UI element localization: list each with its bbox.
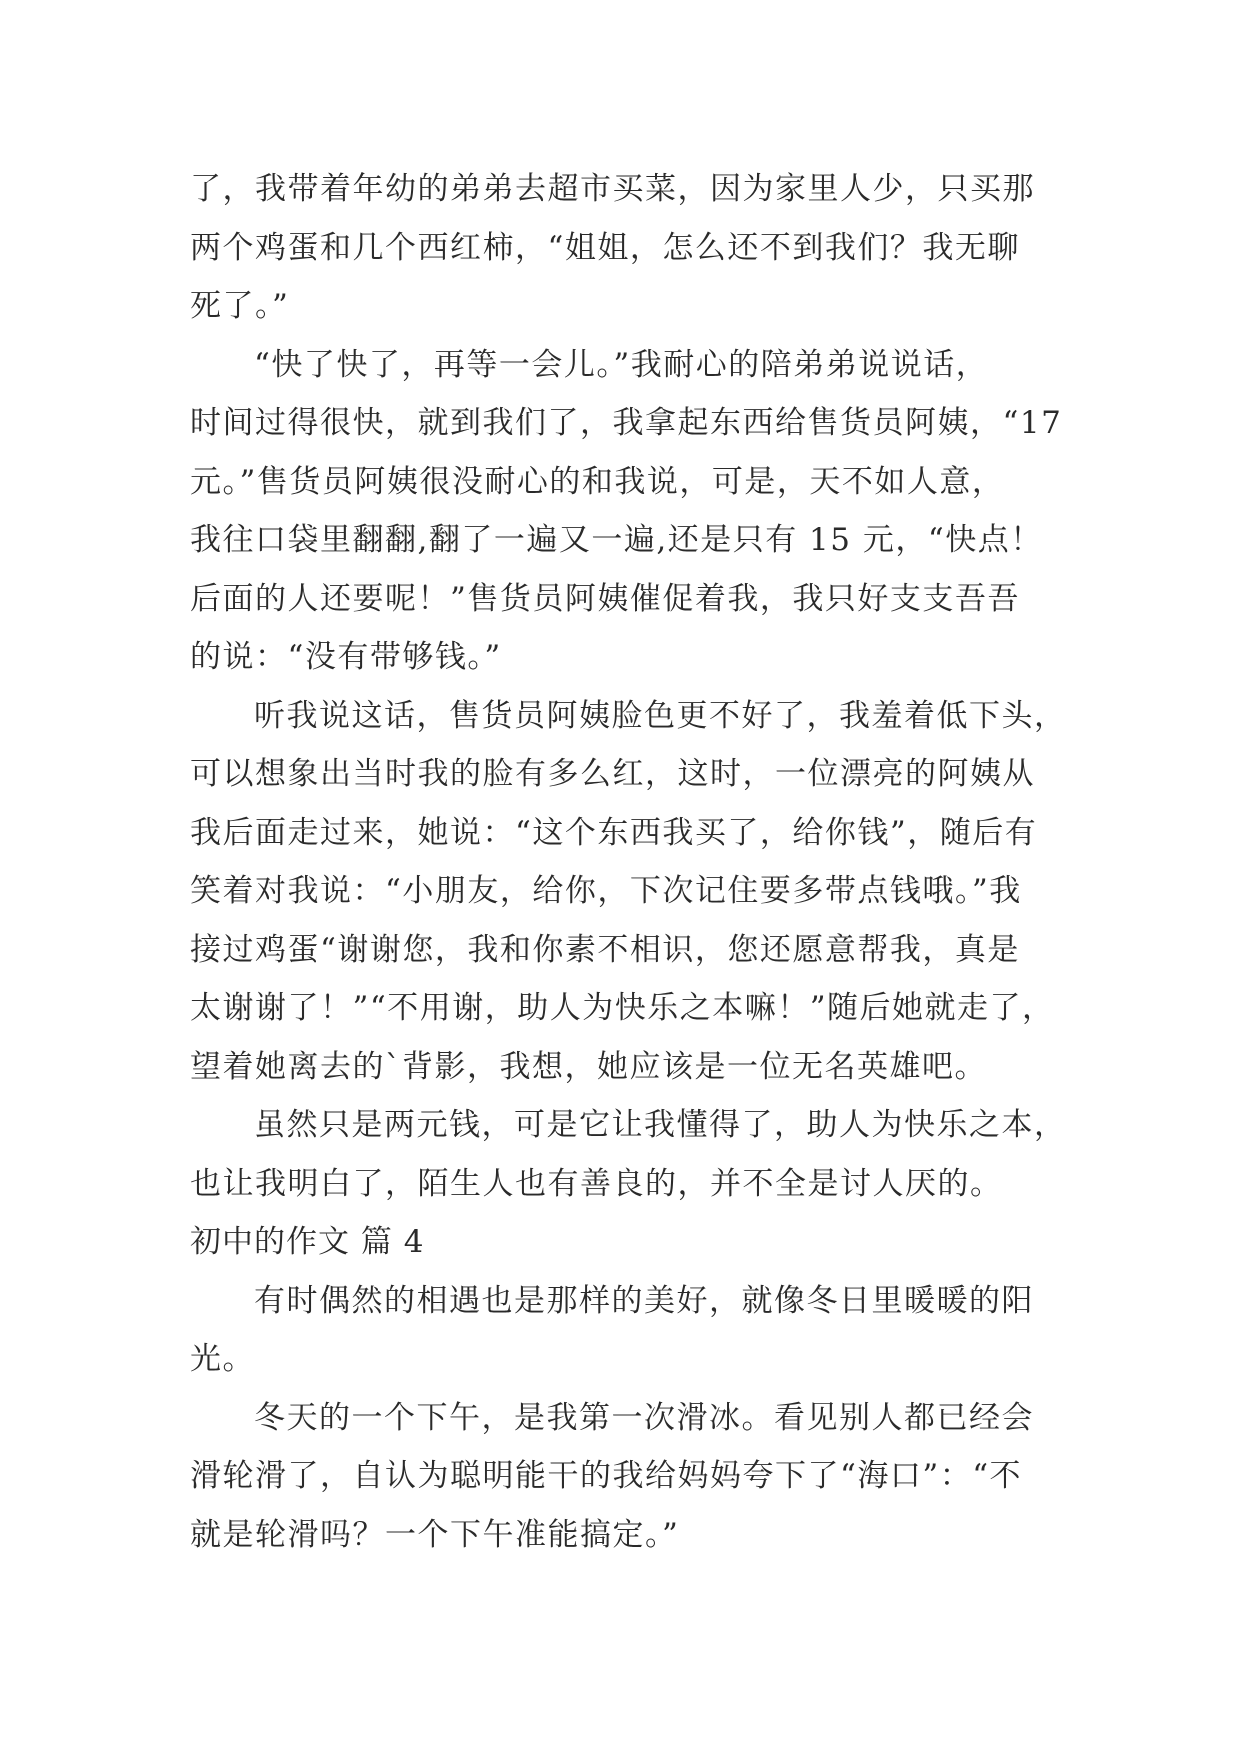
text-line: 滑轮滑了，自认为聪明能干的我给妈妈夸下了“海口”：“不	[190, 1458, 1023, 1494]
text-line: 可以想象出当时我的脸有多么红，这时，一位漂亮的阿姨从	[190, 756, 1035, 792]
text-line: 我往口袋里翻翻,翻了一遍又一遍,还是只有 15 元，“快点！	[190, 522, 1043, 558]
text-line: 的说：“没有带够钱。”	[190, 639, 502, 675]
document-body	[190, 160, 1070, 1564]
text-line: 虽然只是两元钱，可是它让我懂得了，助人为快乐之本，	[254, 1107, 1067, 1143]
text-line: 光。	[190, 1341, 255, 1377]
text-line: 接过鸡蛋“谢谢您，我和你素不相识，您还愿意帮我，真是	[190, 931, 1020, 968]
text-line: 笑着对我说：“小朋友，给你，下次记住要多带点钱哦。”我	[190, 873, 1022, 909]
text-line: 两个鸡蛋和几个西红柿，“姐姐，怎么还不到我们？我无聊	[190, 229, 1020, 266]
text-line: 太谢谢了！”“不用谢，助人为快乐之本嘛！”随后她就走了，	[190, 990, 1055, 1026]
text-line: 冬天的一个下午，是我第一次滑冰。看见别人都已经会	[254, 1399, 1034, 1436]
text-line: 元。”售货员阿姨很没耐心的和我说，可是，天不如人意，	[190, 463, 1005, 500]
text-line: 了，我带着年幼的弟弟去超市买菜，因为家里人少，只买那	[190, 171, 1035, 207]
text-line: 听我说这话，售货员阿姨脸色更不好了，我羞着低下头，	[254, 697, 1067, 734]
text-line: “快了快了，再等一会儿。”我耐心的陪弟弟说说话，	[254, 346, 989, 383]
text-line: 也让我明白了，陌生人也有善良的，并不全是讨人厌的。	[190, 1165, 1003, 1202]
text-line: 望着她离去的`背影，我想，她应该是一位无名英雄吧。	[190, 1048, 987, 1085]
text-line: 我后面走过来，她说：“这个东西我买了，给你钱”，随后有	[190, 814, 1038, 851]
text-line: 时间过得很快，就到我们了，我拿起东西给售货员阿姨，“17	[190, 405, 1063, 441]
section-heading: 初中的作文 篇 4	[190, 1224, 425, 1260]
text-line: 就是轮滑吗？一个下午准能搞定。”	[190, 1516, 680, 1553]
text-line: 有时偶然的相遇也是那样的美好，就像冬日里暖暖的阳	[254, 1282, 1034, 1319]
text-line: 后面的人还要呢！”售货员阿姨催促着我，我只好支支吾吾	[190, 580, 1020, 617]
text-line: 死了。”	[190, 288, 290, 324]
